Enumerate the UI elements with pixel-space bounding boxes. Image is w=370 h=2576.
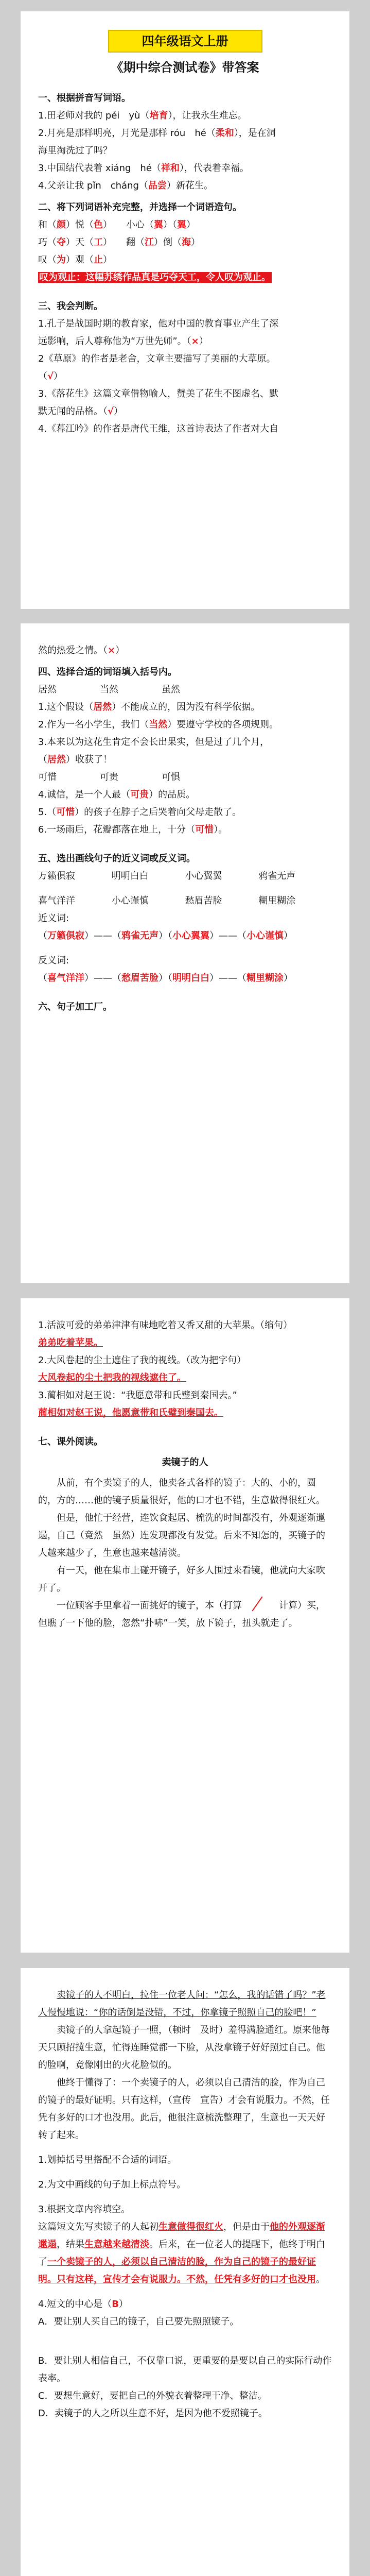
question-text: 2.作为一名小学生，我们（当然）要遵守学校的各项规则。: [38, 719, 279, 730]
question-text: 3.本来以为这花生肯定不会长出果实，但是过了几个月，: [38, 737, 270, 748]
question-text: 1.这个假设（居然）不能成立的，因为没有科学依据。: [38, 702, 260, 713]
question-text: （√）: [38, 371, 63, 382]
story-paragraph: 卖镜子的人拿起镜子一照，（顿时 及时）羞得满脸通红。原来他每天只顾招揽生意，忙得连睡觉都一下脸，从没拿镜子好好照过自己。他的脸啊，竟像刚出的火花脸似的。: [38, 2025, 330, 2071]
story-paragraph: 他终于懂得了：一个卖镜子的人，必须以自己清洁的脸，作为自己的镜子的最好证明。只有这样，（宣传 宣告）才会有说服力。不然，任凭有多好的口才也没用。此后，他很注意梳洗整理了，生意也一天天好转了起来。: [38, 2077, 330, 2141]
question-text: 5.（可惜）的孩子在脖子之后哭着向父母走散了。: [38, 807, 242, 818]
question-text: 海里淘洗过了吗？: [38, 145, 112, 156]
idiom-line: 巧（夺）天（工） 翻（江）倒（海）: [38, 237, 200, 248]
question-text: 2.大风卷起的尘土遮住了我的视线。（改为把字句）: [38, 1355, 246, 1366]
option-a: A．要让别人买自己的镜子，自己要先照照镜子。: [38, 2316, 239, 2327]
sentence-answer: 叹为观止：这幅苏绣作品真是巧夺天工，令人叹为观止。: [39, 272, 271, 283]
answer: 品尝: [148, 180, 167, 191]
exam-page-3: [21, 1298, 349, 1953]
antonym-answers: （喜气洋洋）——（愁眉苦脸）（明明白白）——（糊里糊涂）: [38, 973, 293, 984]
question-text: 1.划掉括号里搭配不合适的词语。: [38, 2155, 177, 2165]
question-text: 2.为文中画线的句子加上标点符号。: [38, 2179, 186, 2190]
answer-line: 大风卷起的尘土把我的视线遮住了。: [38, 1372, 186, 1383]
answer: 柔和: [215, 128, 234, 139]
question-text: 2《草原》的作者是老舍，文章主要描写了美丽的大草原。: [38, 353, 276, 364]
question-text: 默无闻的品格。（√）: [38, 406, 124, 417]
option-d: D．卖镜子的人之所以生意不好，是因为他不爱照镜子。: [38, 2408, 268, 2419]
answer: √: [108, 406, 114, 417]
option-b: B．要让别人相信自己，不仅靠口说，更重要的是要以自己的实际行动作表率。: [38, 2355, 332, 2384]
question-text: 4.诚信，是一个人最（可贵）的品质。: [38, 789, 196, 800]
question-text: 1.田老师对我的 péi yù（培育），让我永生难忘。: [38, 110, 247, 121]
story-paragraph: 一位顾客手里拿着一面挑好的镜子，本（打算 计算）买，但瞧了一下他的脸，忽然“扑哧”一笑，放下镜子，扭头就走了。: [38, 1597, 332, 1632]
answer: ×: [191, 336, 199, 347]
word-bank: 万籁俱寂 明明白白 小心翼翼 鸦雀无声: [38, 871, 296, 882]
word-options: 居然 当然 虽然: [38, 684, 180, 695]
story-paragraph: 从前，有个卖镜子的人，他卖各式各样的镜子：大的、小的，圆的，方的……他的镜子质量很好，他的口才也不错，生意做得很红火。: [38, 1478, 325, 1506]
story-paragraph: 有一天，他在集市上碰开镜子，好多人围过来看镜，他就向大家吹开了。: [38, 1565, 325, 1594]
idiom-line: 叹（为）观（止）: [38, 255, 112, 265]
exam-page-2: [21, 623, 349, 1283]
idiom-line: 和（颜）悦（色） 小心（翼）（翼）: [38, 219, 196, 230]
word-bank: 喜气洋洋 小心谨慎 愁眉苦脸 糊里糊涂: [38, 895, 296, 906]
question-text: 远影响，后人尊称他为“万世先师”。（×）: [38, 336, 208, 347]
question-text: 3.蔺相如对赵王说：“我愿意带和氏璧到秦国去。”: [38, 1390, 237, 1401]
question-text: 6.一场雨后，花瓣都落在地上，十分（可惜）。: [38, 824, 228, 835]
story-paragraph: 但是，他忙于经营，连饮食起居、梳洗的时间都没有，外观逐渐邋遢，自己（竟然 虽然）连发现都没有发觉。后来不知怎的，买镜子的人越来越少了，生意也越来越清淡。: [38, 1513, 325, 1558]
question-text: 4.父亲让我 pǐn cháng（品尝）新花生。: [38, 180, 213, 191]
question-text: 3.《落花生》这篇文章借物喻人，赞美了花生不图虚名、默: [38, 388, 279, 399]
question-text: 3.中国结代表着 xiáng hé（祥和），代表着幸福。: [38, 163, 249, 174]
answer: ×: [108, 645, 116, 656]
question-text: （居然）收获了！: [38, 754, 112, 765]
fill-answer: 这篇短文先写卖镜子的人起初生意做得很红火，但是由于他的外观逐渐邋遢，结果生意越来越清淡。后来，在一位老人的提醒下，他终于明白了一个卖镜子的人，必须以自己清洁的脸，作为自己的镜子的最好证明。只有这样，宣传才会有说服力。不然，任凭有多好的口才也没用。: [38, 2222, 325, 2285]
answer-line: 蔺相如对赵王说，他愿意带和氏璧到秦国去。: [38, 1408, 223, 1418]
grade-banner: 四年级语文上册: [108, 30, 262, 53]
question-text: 2.月亮是那样明亮，月光是那样 róu hé（柔和），是在洞: [38, 128, 276, 139]
exam-subtitle: 《期中综合测试卷》带答案: [111, 60, 259, 75]
question-text: 1.孔子是战国时期的教育家，他对中国的教育事业产生了深: [38, 318, 279, 329]
synonym-label: 近义词:: [38, 913, 69, 924]
word-options: 可惜 可贵 可惧: [38, 772, 180, 783]
exam-page-4: [21, 1968, 349, 2576]
synonym-answers: （万籁俱寂）——（鸦雀无声）（小心翼翼）——（小心谨慎）: [38, 930, 293, 941]
section-4-title: 四、选择合适的词语填入括号内。: [38, 667, 177, 677]
antonym-label: 反义词:: [38, 955, 69, 966]
answer: 祥和: [161, 163, 180, 174]
answer: √: [47, 371, 54, 382]
section-1-title: 一、根据拼音写词语。: [38, 93, 131, 104]
answer: 培育: [149, 110, 168, 121]
section-5-title: 五、选出画线句子的近义词或反义词。: [38, 853, 196, 864]
question-text: 然的热爱之情。（×）: [38, 645, 125, 656]
section-3-title: 三、我会判断。: [38, 301, 103, 312]
exam-page-1: [21, 11, 349, 609]
strike-mark: [242, 1597, 279, 1615]
story-title: 卖镜子的人: [162, 1457, 208, 1468]
question-text: 3.根据文章内容填空。: [38, 2204, 131, 2215]
question-text: 1.活波可爱的弟弟津津有味地吃着又香又甜的大苹果。（缩句）: [38, 1320, 293, 1331]
question-text: 4.《暮江吟》的作者是唐代王维，这首诗表达了作者对大自: [38, 423, 279, 434]
answer: B: [112, 2299, 119, 2310]
section-7-title: 七、课外阅读。: [38, 1436, 103, 1447]
section-6-title: 六、句子加工厂。: [38, 1002, 112, 1012]
question-text: 4.短文的中心是（B）: [38, 2299, 128, 2310]
section-2-title: 二、将下列词语补充完整，并选择一个词语造句。: [38, 202, 242, 213]
answer-line: 弟弟吃着苹果。: [38, 1337, 103, 1348]
story-paragraph: 卖镜子的人不明白，拉住一位老人问：“怎么，我的话错了吗？”老人慢慢地说：“你的话倒是没错，不过，你拿镜子照照自己的脸吧！”: [38, 1990, 326, 2018]
option-c: C．要想生意好，要把自己的外貌衣着整理干净、整洁。: [38, 2391, 267, 2401]
